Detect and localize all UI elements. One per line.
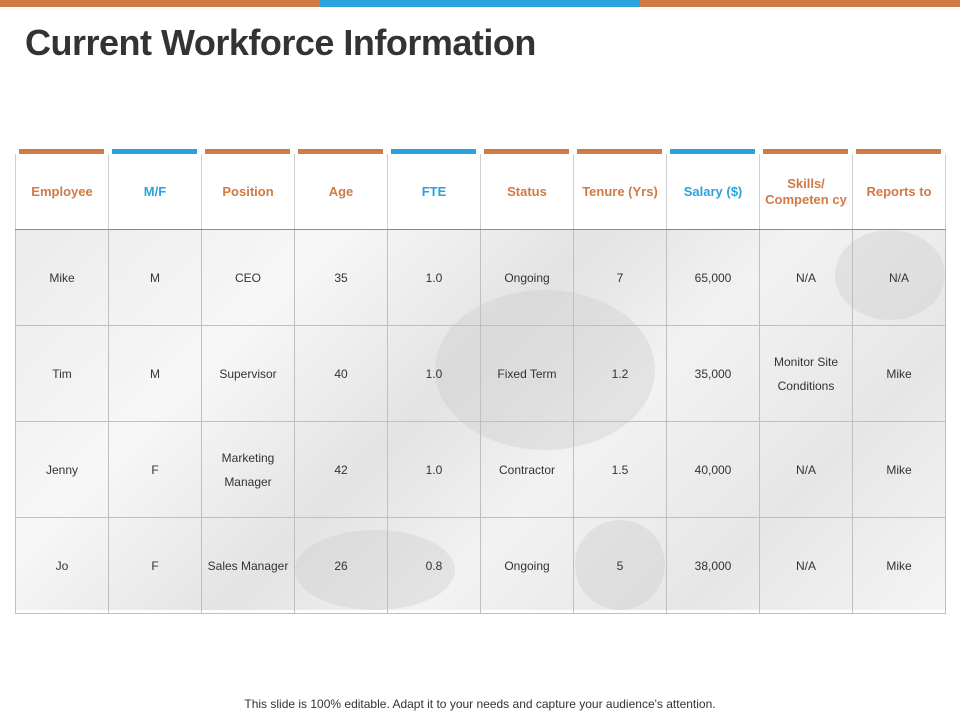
table-row	[16, 518, 946, 614]
top-accent-blue	[320, 0, 640, 7]
table-cell: N/A	[853, 230, 946, 326]
table-cell: Ongoing	[481, 230, 574, 326]
table-cell: CEO	[202, 230, 295, 326]
workforce-table	[15, 154, 946, 614]
table-cell: Mike	[853, 422, 946, 518]
table-cell: Marketing Manager	[202, 422, 295, 518]
table-cell: F	[109, 518, 202, 614]
top-accent-orange-left	[0, 0, 320, 7]
table-cell: 38,000	[667, 518, 760, 614]
table-cell: 35	[295, 230, 388, 326]
table-cell: Mike	[16, 230, 109, 326]
table-cell: N/A	[760, 518, 853, 614]
table-cell: M	[109, 230, 202, 326]
column-header: FTE	[388, 154, 481, 230]
table-cell: 7	[574, 230, 667, 326]
table-cell: 26	[295, 518, 388, 614]
column-header: Salary ($)	[667, 154, 760, 230]
column-header: Tenure (Yrs)	[574, 154, 667, 230]
table-body	[16, 230, 946, 614]
table-cell: Sales Manager	[202, 518, 295, 614]
table-cell: Jenny	[16, 422, 109, 518]
table-row	[16, 422, 946, 518]
table-cell: 40	[295, 326, 388, 422]
footer-note: This slide is 100% editable. Adapt it to your needs and capture your audience's attention.	[244, 697, 716, 711]
table-cell: N/A	[760, 422, 853, 518]
column-header: Status	[481, 154, 574, 230]
table-cell: 5	[574, 518, 667, 614]
top-accent-bar	[0, 0, 960, 7]
table-cell: N/A	[760, 230, 853, 326]
table-cell: Fixed Term	[481, 326, 574, 422]
table-cell: M	[109, 326, 202, 422]
table-cell: Ongoing	[481, 518, 574, 614]
table-header-row	[16, 154, 946, 230]
table-cell: 0.8	[388, 518, 481, 614]
table-cell: Contractor	[481, 422, 574, 518]
workforce-table-container	[15, 154, 945, 610]
table-cell: Jo	[16, 518, 109, 614]
page-title: Current Workforce Information	[25, 22, 536, 63]
table-cell: 1.2	[574, 326, 667, 422]
table-cell: 1.0	[388, 422, 481, 518]
top-accent-orange-right	[640, 0, 960, 7]
table-cell: Monitor Site Conditions	[760, 326, 853, 422]
column-header: Skills/ Competen cy	[760, 154, 853, 230]
table-cell: 1.0	[388, 230, 481, 326]
column-header: Reports to	[853, 154, 946, 230]
column-header: Position	[202, 154, 295, 230]
column-header: Employee	[16, 154, 109, 230]
table-cell: 1.0	[388, 326, 481, 422]
table-cell: 42	[295, 422, 388, 518]
column-header: M/F	[109, 154, 202, 230]
table-row	[16, 230, 946, 326]
table-cell: 40,000	[667, 422, 760, 518]
table-cell: Mike	[853, 326, 946, 422]
table-cell: 35,000	[667, 326, 760, 422]
column-header: Age	[295, 154, 388, 230]
table-cell: Supervisor	[202, 326, 295, 422]
table-cell: Mike	[853, 518, 946, 614]
table-row	[16, 326, 946, 422]
table-cell: 1.5	[574, 422, 667, 518]
table-cell: Tim	[16, 326, 109, 422]
table-cell: 65,000	[667, 230, 760, 326]
table-cell: F	[109, 422, 202, 518]
